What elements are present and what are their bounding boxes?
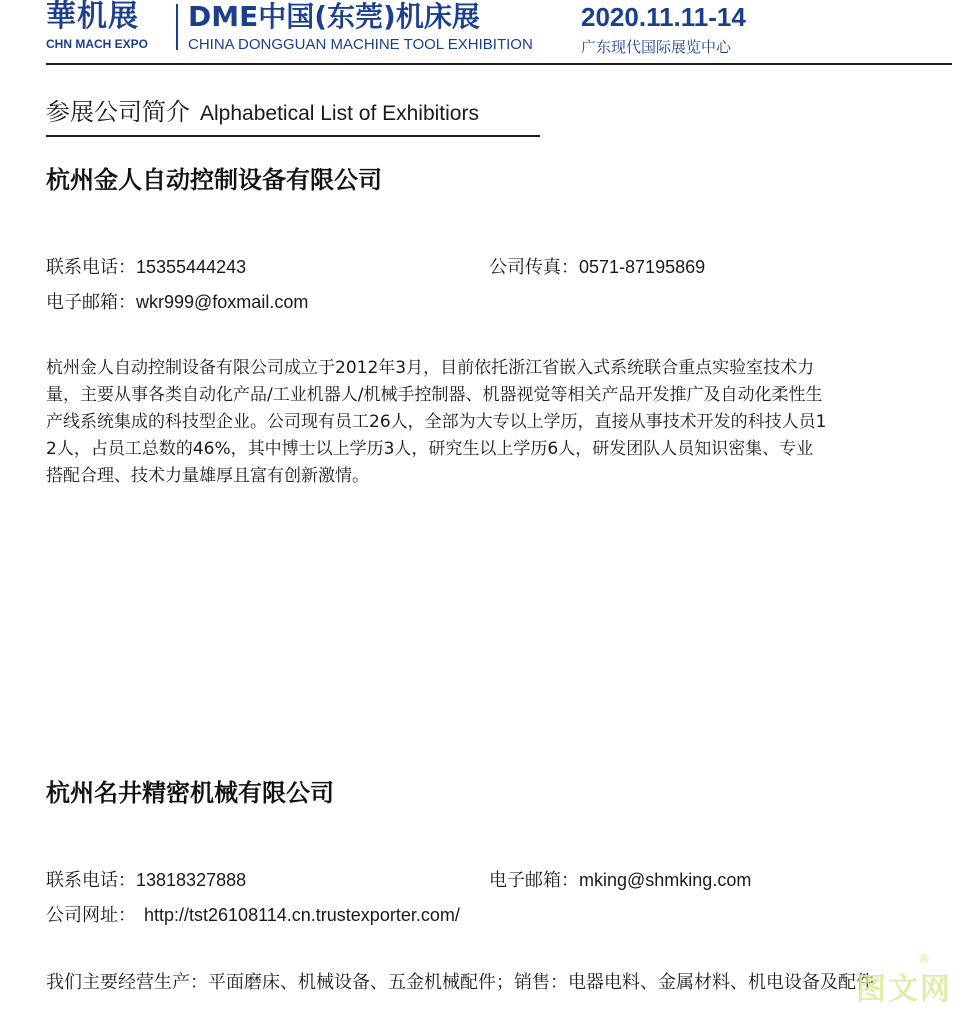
phone-field [46,253,246,279]
website-link[interactable]: http://tst26108114.cn.trustexporter.com/ [144,905,460,925]
exhibition-header [46,0,952,64]
description-line: 2人，占员工总数的46%，其中博士以上学历3人，研究生以上学历6人，研发团队人员知识密集、专业 [46,439,814,459]
logo-divider [176,4,178,50]
phone-value: 15355444243 [136,257,247,277]
logo-cn-text: 華机展 [46,0,139,34]
section-title-en: Alphabetical List of Exhibitiors [200,102,479,125]
exhibition-venue: 广东现代国际展览中心 [581,38,732,56]
company-name: 杭州名井精密机械有限公司 [46,779,334,807]
phone-label: 联系电话： [46,870,136,891]
dme-title: DME中国(东莞)机床展 [188,0,480,33]
header-divider [46,63,952,65]
description-line: 杭州金人自动控制设备有限公司成立于2012年3月，目前依托浙江省嵌入式系统联合重点实验室技术力 [46,358,815,378]
company-description [46,355,931,490]
section-title-underline [46,135,540,137]
email-field [489,866,751,892]
logo-cn-english: CHN MACH EXPO [46,37,149,51]
chn-mach-expo-logo [46,0,168,54]
phone-label: 联系电话： [46,257,136,278]
watermark-text: 图文网 [856,972,952,1007]
dme-logo [188,0,788,54]
fax-field [489,253,705,279]
fax-label: 公司传真： [489,257,579,278]
description-line: 产线系统集成的科技型企业。公司现有员工26人，全部为大专以上学历，直接从事技术开发的科技人员1 [46,412,827,432]
phone-field [46,866,246,892]
company-name: 杭州金人自动控制设备有限公司 [46,166,382,194]
phone-value: 13818327888 [136,870,247,890]
exhibition-english-name: CHINA DONGGUAN MACHINE TOOL EXHIBITION [188,36,533,53]
section-title [46,92,479,127]
exhibition-date: 2020.11.11-14 [581,2,746,32]
business-scope: 我们主要经营生产：平面磨床、机械设备、五金机械配件；销售：电器电料、金属材料、机电设备及配件 [46,972,874,993]
registered-mark: ® [918,952,930,966]
email-value[interactable]: wkr999@foxmail.com [136,292,309,312]
email-label: 电子邮箱： [46,292,136,313]
website-field [46,901,460,927]
fax-value: 0571-87195869 [579,257,706,277]
website-label: 公司网址： [46,905,136,926]
description-line: 搭配合理、技术力量雄厚且富有创新激情。 [46,466,369,486]
email-value[interactable]: mking@shmking.com [579,870,752,890]
email-field [46,288,308,314]
description-line: 量，主要从事各类自动化产品/工业机器人/机械手控制器、机器视觉等相关产品开发推广及自动化柔性生 [46,385,823,405]
email-label: 电子邮箱： [489,870,579,891]
section-title-cn: 参展公司简介 [46,98,190,126]
